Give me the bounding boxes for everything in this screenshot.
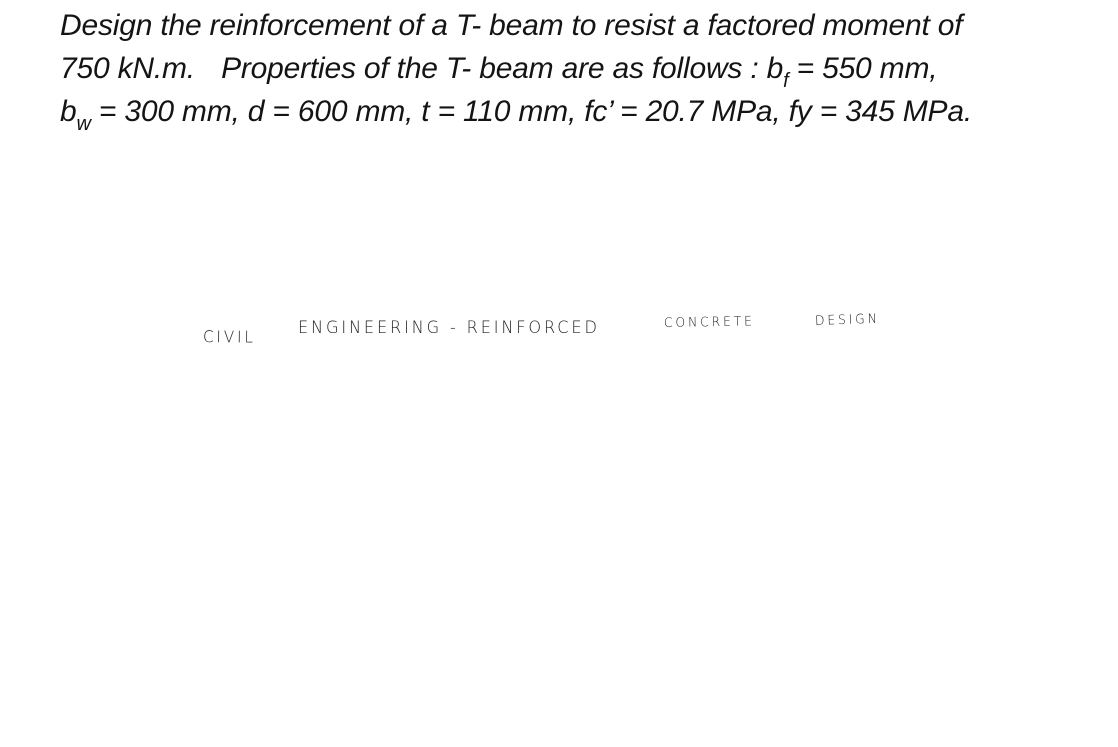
beam-properties: = 300 mm, d = 600 mm, t = 110 mm, fc’ = 20.7 MPa, fy = 345 MPa. — [98, 95, 972, 128]
handwritten-concrete: CONCRETE — [663, 314, 755, 331]
flange-width-subscript: f — [783, 70, 789, 92]
handwritten-watermark — [0, 300, 1118, 360]
handwritten-civil: CIVIL — [202, 327, 256, 347]
flange-width-symbol: b — [766, 52, 784, 85]
web-width-subscript: w — [76, 113, 91, 135]
problem-statement — [60, 4, 1100, 133]
flange-width-value: = 550 mm, — [796, 52, 938, 85]
properties-intro: Properties of the T- beam are as follows : — [221, 52, 759, 85]
moment-value: 750 kN.m. — [60, 52, 195, 85]
problem-line-1 — [60, 4, 1100, 47]
problem-line-3 — [60, 90, 1100, 133]
web-width-symbol: b — [60, 95, 77, 128]
handwritten-design: DESIGN — [814, 311, 880, 329]
problem-line-2 — [60, 47, 1100, 90]
handwritten-engineering: ENGINEERING - REINFORCED — [298, 318, 600, 338]
problem-line-1-text: Design the reinforcement of a T- beam to resist a factored moment of — [60, 9, 963, 42]
